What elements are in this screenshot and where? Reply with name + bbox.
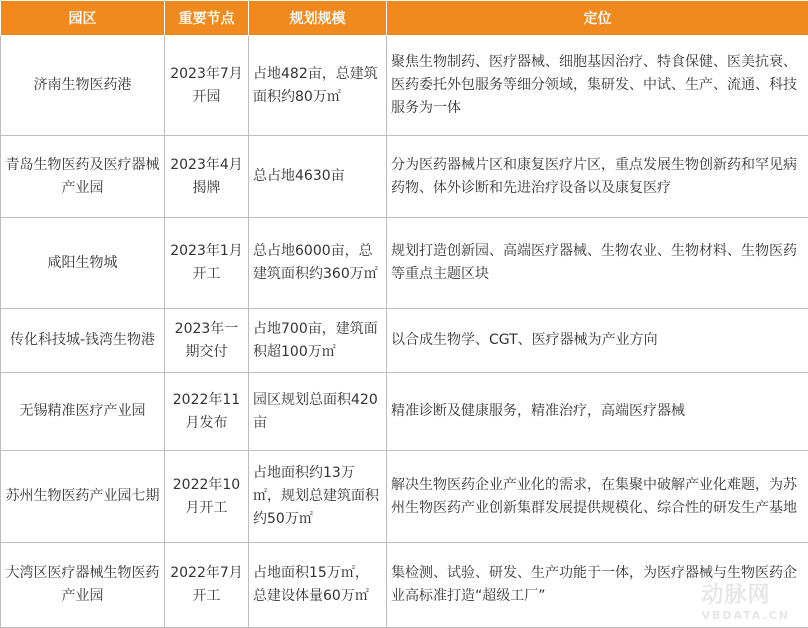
scale-cell: 园区规划总面积420亩 [249,373,387,451]
watermark-site: VBDATA.CN [701,609,790,622]
park-cell: 济南生物医药港 [1,36,165,136]
watermark-brand: 动脉网 [701,583,771,608]
table-row [1,373,808,451]
milestone-cell: 2022年11月发布 [165,373,249,451]
table-row [1,543,808,628]
scale-cell: 总占地6000亩，总建筑面积约360万㎡ [249,218,387,309]
table-row [1,451,808,543]
park-cell: 苏州生物医药产业园七期 [1,451,165,543]
table-row [1,136,808,218]
position-cell: 规划打造创新园、高端医疗器械、生物农业、生物材料、生物医药等重点主题区块 [387,218,808,309]
position-cell: 解决生物医药企业产业化的需求，在集聚中破解产业化难题，为苏州生物医药产业创新集群发展提供规模化、综合性的研发生产基地 [387,451,808,543]
scale-cell: 占地700亩，建筑面积超100万㎡ [249,309,387,373]
header-park: 园区 [1,1,165,36]
scale-cell: 占地482亩，总建筑面积约80万㎡ [249,36,387,136]
position-cell: 集检测、试验、研发、生产功能于一体，为医疗器械与生物医药企业高标准打造“超级工厂” [387,543,808,628]
table-row [1,309,808,373]
position-cell: 精准诊断及健康服务，精准治疗，高端医疗器械 [387,373,808,451]
milestone-cell: 2023年7月开园 [165,36,249,136]
milestone-cell: 2022年10月开工 [165,451,249,543]
header-milestone: 重要节点 [165,1,249,36]
milestone-cell: 2023年一期交付 [165,309,249,373]
table-row [1,218,808,309]
scale-cell: 占地面积约13万㎡，规划总建筑面积约50万㎡ [249,451,387,543]
park-cell: 大湾区医疗器械生物医药产业园 [1,543,165,628]
milestone-cell: 2022年7月开工 [165,543,249,628]
scale-cell: 占地面积15万㎡，总建设体量60万㎡ [249,543,387,628]
milestone-cell: 2023年1月开工 [165,218,249,309]
position-cell: 分为医药器械片区和康复医疗片区，重点发展生物创新药和罕见病药物、体外诊断和先进治疗设备以及康复医疗 [387,136,808,218]
milestone-cell: 2023年4月揭牌 [165,136,249,218]
table-row [1,36,808,136]
header-position: 定位 [387,1,808,36]
park-cell: 传化科技城-钱湾生物港 [1,309,165,373]
position-cell: 以合成生物学、CGT、医疗器械为产业方向 [387,309,808,373]
header-row [1,1,808,36]
position-cell: 聚焦生物制药、医疗器械、细胞基因治疗、特食保健、医美抗衰、医药委托外包服务等细分领域，集研发、中试、生产、流通、科技服务为一体 [387,36,808,136]
park-cell: 无锡精准医疗产业园 [1,373,165,451]
header-scale: 规划规模 [249,1,387,36]
park-cell: 咸阳生物城 [1,218,165,309]
park-cell: 青岛生物医药及医疗器械产业园 [1,136,165,218]
scale-cell: 总占地4630亩 [249,136,387,218]
